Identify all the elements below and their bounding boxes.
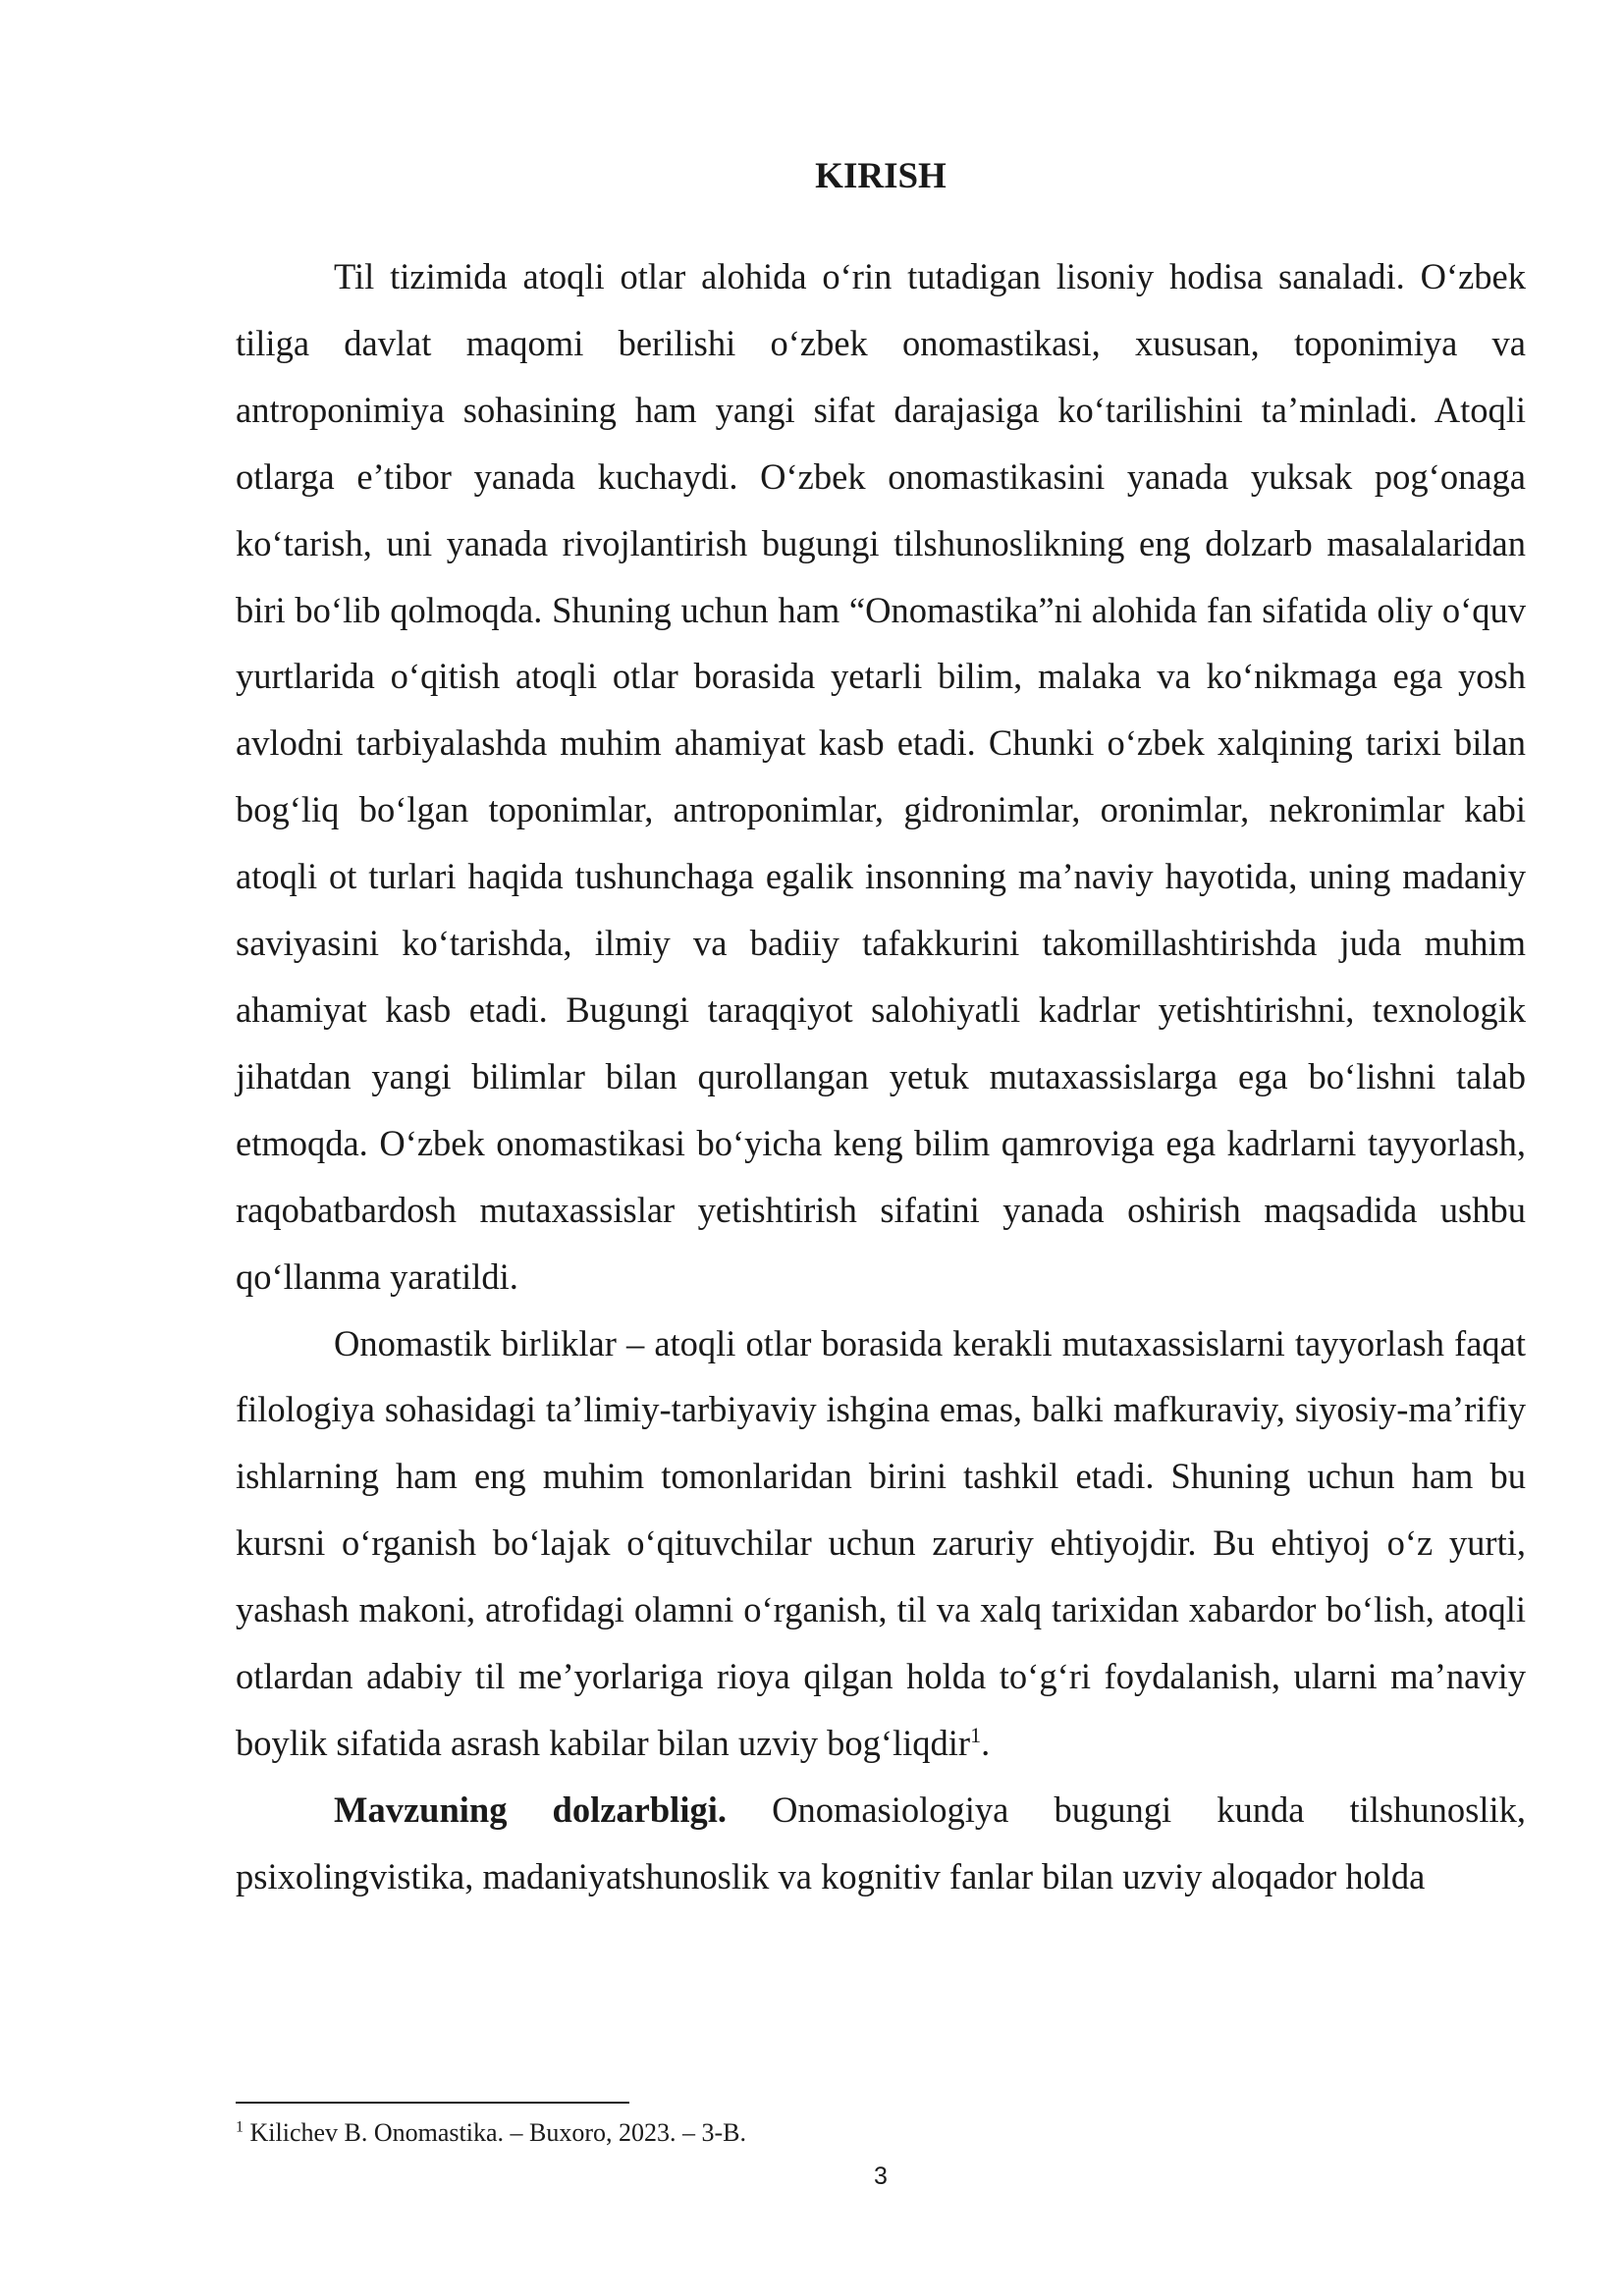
document-page <box>236 0 1526 2296</box>
footnote-text: Kilichev B. Onomastika. – Buxoro, 2023. – 3-B. <box>244 2118 747 2147</box>
paragraph-relevance <box>236 1777 1526 1910</box>
paragraph-onomastic-units <box>236 1310 1526 1777</box>
paragraph-onomastic-units-end: . <box>981 1722 991 1763</box>
footnote <box>236 2116 746 2150</box>
footnote-reference[interactable]: 1 <box>970 1722 982 1747</box>
paragraph-intro <box>236 243 1526 1310</box>
paragraph-onomastic-units-text: Onomastik birliklar – atoqli otlar borasida kerakli mutaxassislarni tayyorlash faqat filologiya sohasidagi ta’limiy-tarbiyaviy ishgina emas, balki mafkuraviy, siyosiy-ma’rifiy ishlarning ham eng muhim tomonlaridan birini tashkil etadi. Shuning uchun ham bu kursni o‘rganish bo‘lajak o‘qituvchilar uchun zaruriy ehtiyojdir. Bu ehtiyoj o‘z yurti, yashash makoni, atrofidagi olamni o‘rganish, til va xalq tarixidan xabardor bo‘lish, atoqli otlardan adabiy til me’yorlariga rioya qilgan holda to‘g‘ri foydalanish, ularni ma’naviy boylik sifatida asrash kabilar bilan uzviy bog‘liqdir <box>236 1322 1526 1763</box>
section-title: KIRISH <box>815 156 947 196</box>
body-text <box>236 243 1526 1910</box>
relevance-heading: Mavzuning dolzarbligi. <box>334 1789 727 1830</box>
footnote-marker: 1 <box>236 2118 244 2136</box>
page-number: 3 <box>874 2163 888 2190</box>
paragraph-relevance-text: Onomasiologiya bugungi kunda tilshunoslik, psixolingvistika, madaniyatshunoslik va kognitiv fanlar bilan uzviy aloqador holda <box>236 1789 1526 1896</box>
footnote-divider <box>236 2102 629 2104</box>
paragraph-intro-text: Til tizimida atoqli otlar alohida o‘rin tutadigan lisoniy hodisa sanaladi. O‘zbek tiliga davlat maqomi berilishi o‘zbek onomastikasi, xususan, toponimiya va antroponimiya sohasining ham yangi sifat darajasiga ko‘tarilishini ta’minladi. Atoqli otlarga e’tibor yanada kuchaydi. O‘zbek onomastikasini yanada yuksak pog‘onaga ko‘tarish, uni yanada rivojlantirish bugungi tilshunoslikning eng dolzarb masalalaridan biri bo‘lib qolmoqda. Shuning uchun ham “Onomastika”ni alohida fan sifatida oliy o‘quv yurtlarida o‘qitish atoqli otlar borasida yetarli bilim, malaka va ko‘nikmaga ega yosh avlodni tarbiyalashda muhim ahamiyat kasb etadi. Chunki o‘zbek xalqining tarixi bilan bog‘liq bo‘lgan toponimlar, antroponimlar, gidronimlar, oronimlar, nekronimlar kabi atoqli ot turlari haqida tushunchaga egalik insonning ma’naviy hayotida, uning madaniy saviyasini ko‘tarishda, ilmiy va badiiy tafakkurini takomillashtirishda juda muhim ahamiyat kasb etadi. Bugungi taraqqiyot salohiyatli kadrlar yetishtirishni, texnologik jihatdan yangi bilimlar bilan qurollangan yetuk mutaxassislarga ega bo‘lishni talab etmoqda. O‘zbek onomastikasi bo‘yicha keng bilim qamroviga ega kadrlarni tayyorlash, raqobatbardosh mutaxassislar yetishtirish sifatini yanada oshirish maqsadida ushbu qo‘llanma yaratildi. <box>236 256 1526 1297</box>
